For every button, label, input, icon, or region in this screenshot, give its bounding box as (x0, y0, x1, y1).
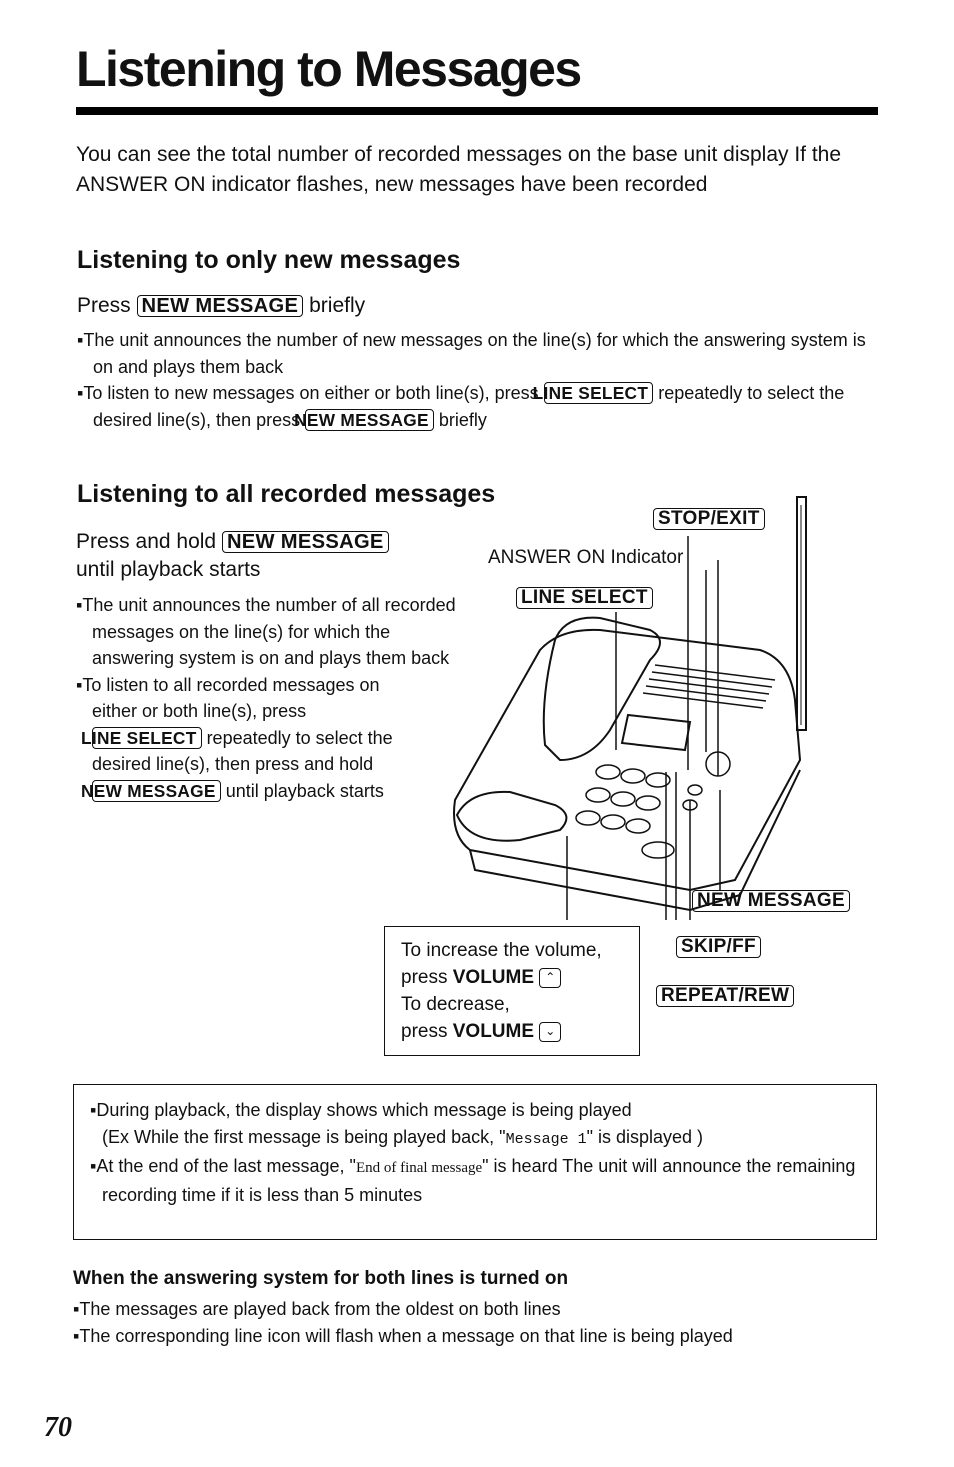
bullet-item: ▪To listen to all recorded messages on either or both line(s), press LINE SELECT repeatedly to select the desired line(s), then press and hold NEW MESSAGE until playback starts (76, 674, 393, 801)
press-all-instruction: Press and hold NEW MESSAGE until playback starts (76, 528, 456, 584)
playback-note-box (73, 1084, 877, 1240)
page-title: Listening to Messages (76, 41, 581, 97)
label-stop-exit: STOP/EXIT (653, 508, 765, 530)
press-prefix: Press (77, 294, 131, 317)
all-messages-bullets (76, 592, 468, 804)
note-bullet: ▪At the end of the last message, "End of final message" is heard The unit will announce the remaining recording time if it is less than 5 minutes (90, 1156, 856, 1205)
bullet-item: ▪The unit announces the number of all recorded messages on the line(s) for which the answering system is on and plays them back (76, 595, 456, 668)
label-repeat-rew: REPEAT/REW (656, 985, 794, 1007)
heading-all-messages: Listening to all recorded messages (77, 480, 496, 508)
title-rule (76, 107, 878, 115)
label-skip-ff: SKIP/FF (676, 936, 761, 958)
new-messages-bullets (77, 327, 867, 433)
press-new-instruction (77, 292, 365, 320)
intro-text: You can see the total number of recorded messages on the base unit display If the ANSWER ON indicator flashes, new messages have been recorded (76, 143, 842, 196)
line-select-key: LINE SELECT (92, 727, 202, 749)
label-answer-on-indicator: ANSWER ON Indicator (488, 547, 684, 568)
volume-decrease-line: To decrease, (401, 994, 510, 1015)
label-new-message: NEW MESSAGE (692, 890, 850, 912)
volume-up-line: press VOLUME ⌃ (401, 964, 623, 991)
new-message-key: NEW MESSAGE (92, 780, 221, 802)
bullet-item: ▪To listen to new messages on either or both line(s), press LINE SELECT repeatedly to select the desired line(s), then press NEW MESSAGE briefly (77, 383, 845, 430)
heading-both-lines: When the answering system for both lines is turned on (73, 1268, 569, 1289)
volume-down-line: press VOLUME ⌄ (401, 1018, 623, 1045)
label-line-select: LINE SELECT (516, 587, 653, 609)
heading-new-messages: Listening to only new messages (77, 246, 461, 274)
volume-down-icon: ⌄ (539, 1022, 561, 1042)
volume-info-box (384, 926, 640, 1056)
page-number: 70 (44, 1412, 72, 1443)
bullet-item: ▪The messages are played back from the oldest on both lines (73, 1299, 561, 1319)
volume-up-icon: ⌃ (539, 968, 561, 988)
press-suffix: briefly (309, 294, 366, 317)
line-select-key: LINE SELECT (544, 382, 654, 404)
new-message-key: NEW MESSAGE (222, 531, 389, 553)
bullet-item: ▪The unit announces the number of new messages on the line(s) for which the answering system is on and plays them back (77, 330, 866, 377)
new-message-key: NEW MESSAGE (305, 409, 434, 431)
new-message-key: NEW MESSAGE (137, 295, 304, 317)
volume-increase-line: To increase the volume, (401, 940, 602, 961)
both-lines-bullets (73, 1296, 863, 1349)
note-bullet: ▪During playback, the display shows which message is being played (Ex While the first message is being played back, "Message 1" is displayed ) (90, 1100, 704, 1148)
bullet-item: ▪The corresponding line icon will flash when a message on that line is being played (73, 1325, 733, 1346)
